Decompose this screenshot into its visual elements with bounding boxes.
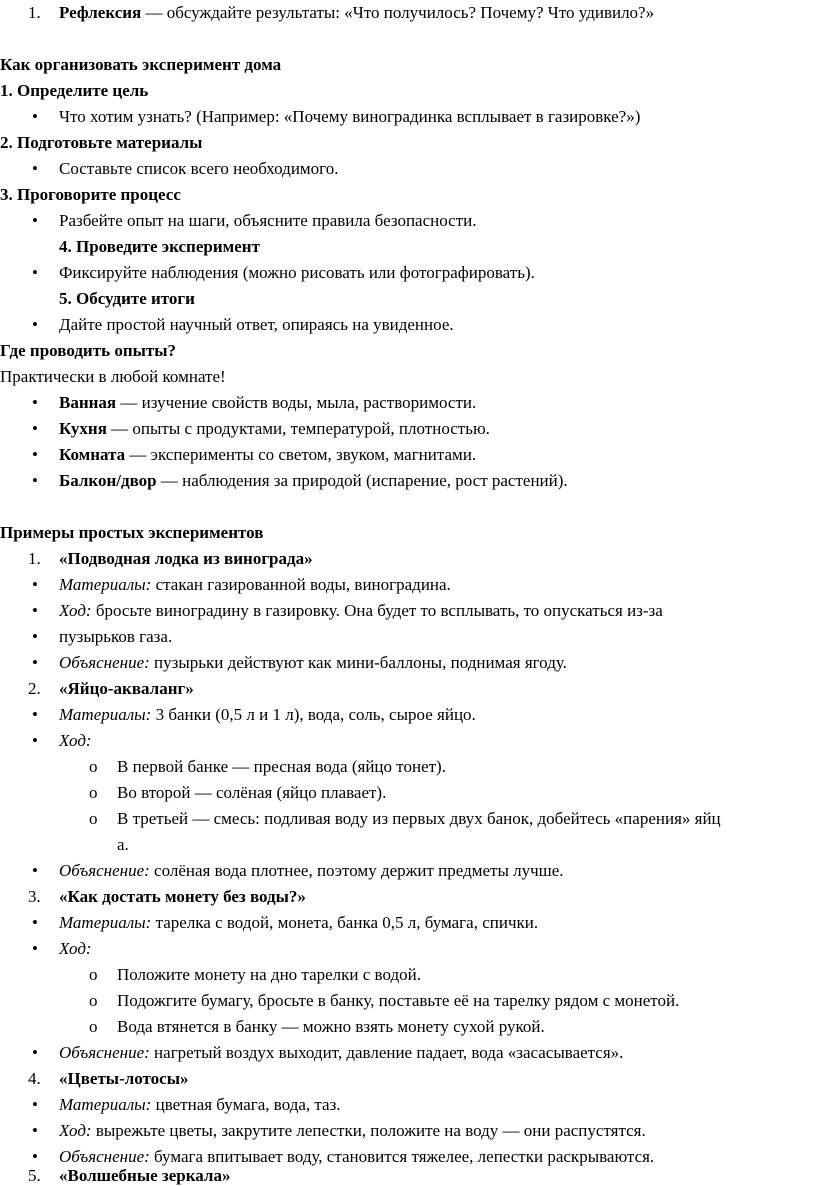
room-term: Балкон/двор [59, 471, 157, 490]
materials-text: 3 банки (0,5 л и 1 л), вода, соль, сырое яйцо. [151, 705, 476, 724]
room-text: — изучение свойств воды, мыла, растворимости. [116, 393, 477, 412]
bullet-marker: • [32, 315, 38, 334]
list-number: 4. [28, 1069, 41, 1088]
step-title: 3. Проговорите процесс [0, 185, 181, 204]
sub-marker: o [89, 783, 98, 802]
experiment-title: «Яйцо-акваланг» [59, 679, 194, 698]
step-bullet-text: Разбейте опыт на шаги, объясните правила безопасности. [59, 211, 477, 230]
list-number: 1. [28, 549, 41, 568]
room-term: Комната [59, 445, 126, 464]
substep-text: Положите монету на дно тарелки с водой. [117, 965, 421, 984]
materials-label: Материалы: [59, 705, 152, 724]
bullet-marker: • [32, 445, 38, 464]
process-label: Ход: [59, 601, 92, 620]
section-heading-examples: Примеры простых экспериментов [0, 523, 264, 542]
step-bullet-text: Что хотим узнать? (Например: «Почему виноградинка всплывает в газировке?») [59, 107, 641, 126]
section-heading-where: Где проводить опыты? [0, 341, 177, 360]
bullet-marker: • [32, 1121, 38, 1140]
explain-text: бумага впитывает воду, становится тяжелее, лепестки раскрываются. [149, 1147, 655, 1166]
process-label: Ход: [59, 731, 92, 750]
substep-text: Вода втянется в банку — можно взять монету сухой рукой. [117, 1017, 545, 1036]
bullet-marker: • [32, 471, 38, 490]
bullet-marker: • [32, 159, 38, 178]
explain-label: Объяснение: [59, 1043, 150, 1062]
bullet-marker: • [32, 731, 38, 750]
list-number: 2. [28, 679, 41, 698]
process-label: Ход: [59, 1121, 92, 1140]
bullet-marker: • [32, 419, 38, 438]
bullet-marker: • [32, 575, 38, 594]
bullet-marker: • [32, 913, 38, 932]
bullet-marker: • [32, 653, 38, 672]
section-heading-home: Как организовать эксперимент дома [0, 55, 282, 74]
materials-text: стакан газированной воды, виноградина. [151, 575, 451, 594]
bullet-marker: • [32, 1043, 38, 1062]
step-bullet-text: Фиксируйте наблюдения (можно рисовать или фотографировать). [59, 263, 535, 282]
room-text: — эксперименты со светом, звуком, магнитами. [125, 445, 477, 464]
bullet-marker: • [32, 939, 38, 958]
step-bullet-text: Составьте список всего необходимого. [59, 159, 339, 178]
bullet-marker: • [32, 211, 38, 230]
process-text: пузырьков газа. [59, 627, 173, 646]
bullet-marker: • [32, 107, 38, 126]
process-label: Ход: [59, 939, 92, 958]
explain-label: Объяснение: [59, 1147, 150, 1166]
explain-label: Объяснение: [59, 861, 150, 880]
substep-text: Подожгите бумагу, бросьте в банку, поставьте её на тарелку рядом с монетой. [117, 991, 680, 1010]
room-term: Кухня [59, 419, 107, 438]
room-text: — опыты с продуктами, температурой, плотностью. [106, 419, 490, 438]
materials-text: тарелка с водой, монета, банка 0,5 л, бумага, спички. [151, 913, 539, 932]
materials-label: Материалы: [59, 1095, 152, 1114]
process-text: вырежьте цветы, закрутите лепестки, положите на воду — они распустятся. [91, 1121, 646, 1140]
explain-text: солёная вода плотнее, поэтому держит предметы лучше. [149, 861, 564, 880]
item-text: — обсуждайте результаты: «Что получилось? Почему? Что удивило?» [141, 3, 655, 22]
step-title: 4. Проведите эксперимент [59, 237, 260, 256]
materials-text: цветная бумага, вода, таз. [151, 1095, 341, 1114]
list-number: 5. [28, 1166, 41, 1185]
sub-marker: o [89, 757, 98, 776]
experiment-title: «Волшебные зеркала» [59, 1166, 231, 1185]
sub-marker: o [89, 809, 98, 828]
experiment-title: «Цветы-лотосы» [59, 1069, 189, 1088]
substep-text-continued: а. [117, 835, 129, 854]
list-number: 3. [28, 887, 41, 906]
where-intro: Практически в любой комнате! [0, 367, 226, 386]
step-title: 5. Обсудите итоги [59, 289, 195, 308]
bullet-marker: • [32, 601, 38, 620]
experiment-title: «Подводная лодка из винограда» [59, 549, 313, 568]
bullet-marker: • [32, 1095, 38, 1114]
list-number: 1. [28, 3, 41, 22]
sub-marker: o [89, 991, 98, 1010]
step-bullet-text: Дайте простой научный ответ, опираясь на увиденное. [59, 315, 454, 334]
bullet-marker: • [32, 1147, 38, 1166]
explain-text: нагретый воздух выходит, давление падает, вода «засасывается». [149, 1043, 624, 1062]
room-term: Ванная [59, 393, 117, 412]
term: Рефлексия [59, 3, 142, 22]
sub-marker: o [89, 965, 98, 984]
room-text: — наблюдения за природой (испарение, рост растений). [156, 471, 568, 490]
explain-label: Объяснение: [59, 653, 150, 672]
bullet-marker: • [32, 263, 38, 282]
bullet-marker: • [32, 393, 38, 412]
sub-marker: o [89, 1017, 98, 1036]
substep-text: Во второй — солёная (яйцо плавает). [117, 783, 387, 802]
materials-label: Материалы: [59, 913, 152, 932]
bullet-marker: • [32, 705, 38, 724]
substep-text: В третьей — смесь: подливая воду из первых двух банок, добейтесь «парения» яйц [117, 809, 721, 828]
process-text: бросьте виноградину в газировку. Она будет то всплывать, то опускаться из-за [91, 601, 663, 620]
substep-text: В первой банке — пресная вода (яйцо тонет). [117, 757, 446, 776]
step-title: 1. Определите цель [0, 81, 149, 100]
experiment-title: «Как достать монету без воды?» [59, 887, 306, 906]
step-title: 2. Подготовьте материалы [0, 133, 203, 152]
bullet-marker: • [32, 861, 38, 880]
materials-label: Материалы: [59, 575, 152, 594]
bullet-marker: • [32, 627, 38, 646]
explain-text: пузырьки действуют как мини-баллоны, поднимая ягоду. [149, 653, 567, 672]
